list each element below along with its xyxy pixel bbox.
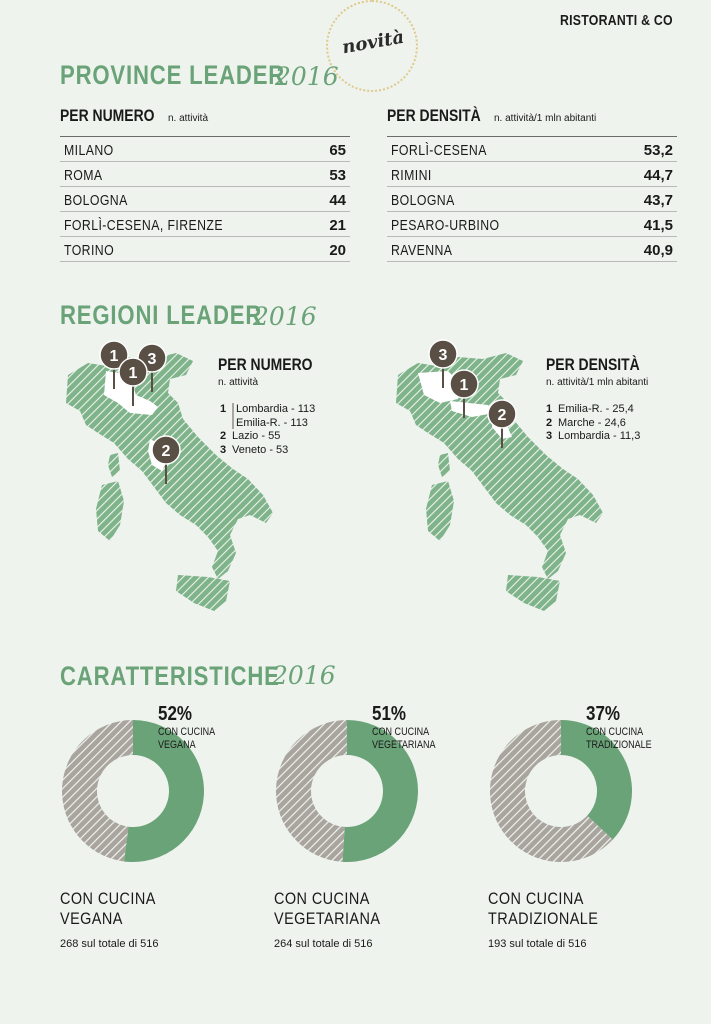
caption-sub: 268 sul totale di 516 [60, 938, 159, 950]
table-row [387, 162, 677, 187]
caption-sub: 193 sul totale di 516 [488, 938, 587, 950]
row-value: 44 [329, 192, 346, 209]
donut-label-line2: VEGETARIANA [372, 739, 436, 751]
legend-rank: 2 [220, 430, 227, 442]
row-name: PESARO-URBINO [391, 217, 500, 234]
novita-badge [326, 0, 418, 92]
legend-text: Veneto - 53 [232, 443, 289, 456]
donut-percent: 37% [586, 703, 621, 725]
map-pin [150, 434, 182, 486]
legend-item [220, 417, 308, 429]
badge-text: novità [340, 26, 406, 59]
caption-title-line2: TRADIZIONALE [488, 909, 599, 928]
table-row [60, 187, 350, 212]
regioni-densita-sub: n. attività/1 mln abitanti [546, 377, 649, 388]
legend-item [220, 430, 280, 442]
donut-percent: 51% [372, 703, 407, 725]
legend-rank: 1 [546, 403, 553, 415]
row-value: 40,9 [643, 242, 673, 259]
legend-rank: 1 [220, 403, 227, 415]
row-name: RAVENNA [391, 242, 453, 259]
table-row [387, 137, 677, 162]
pin-label: 3 [438, 347, 448, 364]
pin-label: 2 [161, 443, 171, 460]
province-numero-heading: PER NUMERO [60, 106, 155, 125]
legend-rank: 3 [220, 443, 227, 456]
table-row [60, 212, 350, 237]
regioni-title: REGIONI LEADER [60, 300, 263, 330]
pin-label: 1 [459, 377, 469, 394]
caption-title-line1: CON CUCINA [60, 889, 156, 908]
donut-label-line1: CON CUCINA [158, 726, 216, 738]
brand-label: RISTORANTI & CO [560, 12, 673, 29]
donut-label-line2: TRADIZIONALE [586, 739, 652, 751]
row-value: 44,7 [643, 167, 673, 184]
province-year: 2016 [275, 62, 339, 91]
row-value: 65 [329, 142, 346, 159]
row-name: MILANO [64, 142, 114, 159]
table-row [387, 187, 677, 212]
caption-sub: 264 sul totale di 516 [274, 938, 373, 950]
caratteristiche-year: 2016 [272, 661, 336, 690]
province-title: PROVINCE LEADER [60, 60, 286, 90]
regioni-numero-sub: n. attività [218, 377, 259, 388]
legend-text: Lazio - 55 [232, 430, 281, 442]
row-name: BOLOGNA [64, 192, 128, 209]
legend-text: Lombardia - 11,3 [558, 430, 641, 442]
legend-text: Emilia-R. - 113 [236, 416, 308, 429]
caption-title-line1: CON CUCINA [488, 889, 584, 908]
map-pin [448, 368, 480, 420]
legend-rank: 2 [546, 416, 553, 429]
row-name: TORINO [64, 242, 115, 259]
regioni-densita-heading: PER DENSITÀ [546, 355, 640, 374]
row-name: ROMA [64, 167, 103, 184]
donut-label-line1: CON CUCINA [586, 726, 644, 738]
pin-label: 1 [128, 365, 138, 382]
table-row [60, 162, 350, 187]
legend-item [220, 403, 315, 415]
legend-item [546, 403, 634, 415]
caratteristiche-title: CARATTERISTICHE [60, 661, 280, 691]
province-densita-sub: n. attività/1 mln abitanti [494, 113, 597, 124]
row-name: FORLÌ-CESENA, FIRENZE [64, 217, 223, 234]
caption-title-line2: VEGANA [60, 909, 123, 928]
table-row [60, 237, 350, 262]
donut-slice-rest [276, 720, 347, 862]
row-value: 21 [329, 217, 346, 234]
row-value: 41,5 [643, 217, 673, 234]
table-row [387, 212, 677, 237]
province-numero-sub: n. attività [168, 113, 209, 124]
donut-label-line2: VEGANA [158, 739, 196, 751]
province-densita-heading: PER DENSITÀ [387, 106, 481, 125]
caption-title-line2: VEGETARIANA [274, 909, 381, 928]
map-pin [117, 356, 149, 408]
legend-rank: 3 [546, 430, 553, 442]
regioni-year: 2016 [253, 302, 317, 331]
row-value: 43,7 [643, 192, 673, 209]
row-name: RIMINI [391, 167, 432, 184]
row-name: BOLOGNA [391, 192, 455, 209]
donut-percent: 52% [158, 703, 193, 725]
row-value: 20 [329, 242, 346, 259]
table-row [60, 137, 350, 162]
legend-text: Emilia-R. - 25,4 [558, 403, 634, 415]
legend-item [546, 417, 626, 429]
legend-item [546, 430, 640, 442]
caption-title-line1: CON CUCINA [274, 889, 370, 908]
regioni-numero-heading: PER NUMERO [218, 355, 313, 374]
row-value: 53,2 [643, 142, 673, 159]
pin-label: 1 [109, 348, 119, 365]
donut-slice-rest [62, 720, 133, 861]
map-pin [486, 398, 518, 450]
row-name: FORLÌ-CESENA [391, 142, 487, 159]
pin-label: 3 [147, 351, 157, 368]
donut-label-line1: CON CUCINA [372, 726, 430, 738]
legend-text: Lombardia - 113 [236, 403, 316, 415]
legend-text: Marche - 24,6 [558, 416, 626, 429]
row-value: 53 [329, 167, 346, 184]
pin-label: 2 [497, 407, 507, 424]
table-row [387, 237, 677, 262]
legend-item [220, 444, 288, 456]
